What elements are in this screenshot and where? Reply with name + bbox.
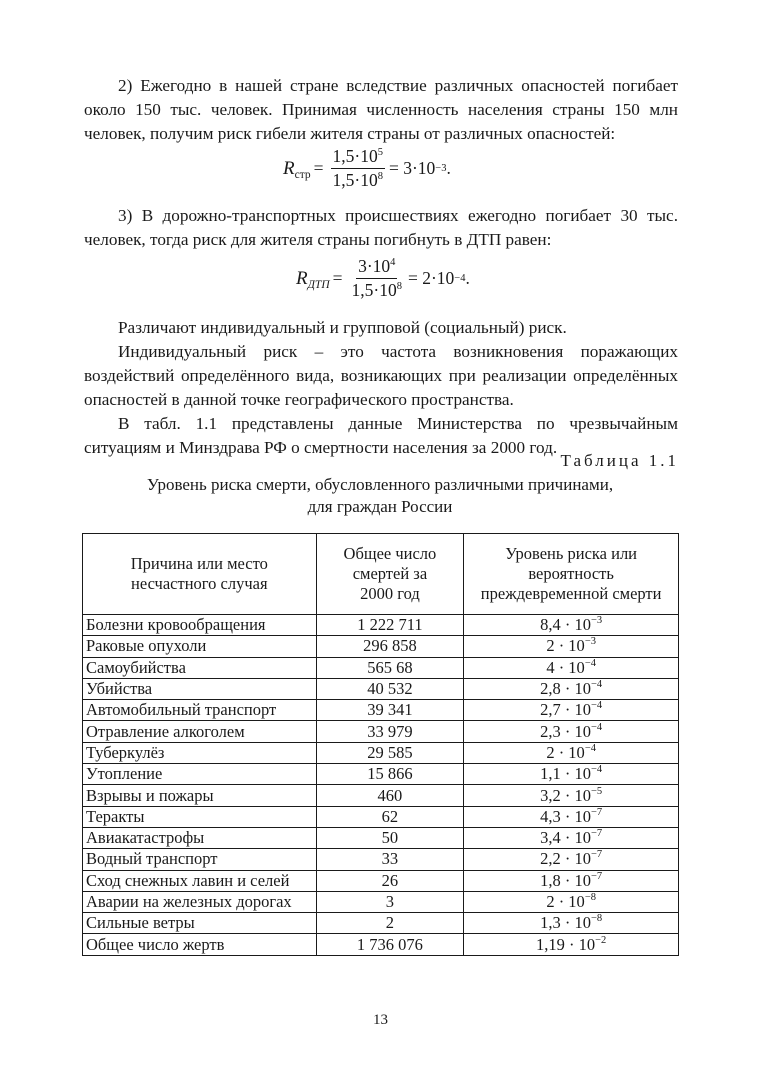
paragraph-5: Индивидуальный риск – это частота возникновения поражающих воздействий определённого вида, возникающих при реализации определённых опасностей в данной точке географического пространства.	[84, 342, 678, 409]
table-row	[83, 764, 679, 785]
table-row	[83, 934, 679, 955]
cell-risk: $2,7 \cdot 10^{-4}$	[464, 700, 679, 721]
cell-risk: $1,8 \cdot 10^{-7}$	[464, 870, 679, 891]
formula-subscript: ДТП	[307, 278, 330, 291]
table-row	[83, 615, 679, 636]
cell-deaths: 50	[316, 827, 464, 848]
cell-risk: $8,4 \cdot 10^{-3}$	[464, 615, 679, 636]
cell-deaths: 33	[316, 849, 464, 870]
table-row	[83, 913, 679, 934]
cell-cause: Раковые опухоли	[83, 636, 317, 657]
cell-cause: Водный транспорт	[83, 849, 317, 870]
table-row	[83, 827, 679, 848]
table-title: Уровень риска смерти, обусловленного различными причинами, для граждан России	[146, 475, 614, 516]
paragraph-3: 3) В дорожно-транспортных происшествиях ежегодно погибает 30 тыс. человек, тогда риск для жителя страны погибнуть в ДТП равен:	[84, 206, 678, 249]
table-row	[83, 849, 679, 870]
cell-deaths: 1 222 711	[316, 615, 464, 636]
formula-country-risk: R стр = $\frac{1,5\cdot 10^5}{1,5\cdot 10^8}$ = 3·10 −3 .	[283, 146, 451, 190]
cell-cause: Туберкулёз	[83, 742, 317, 763]
cell-risk: $2 \cdot 10^{-8}$	[464, 891, 679, 912]
cell-cause: Утопление	[83, 764, 317, 785]
cell-risk: $4,3 \cdot 10^{-7}$	[464, 806, 679, 827]
cell-cause: Болезни кровообращения	[83, 615, 317, 636]
table-row	[83, 678, 679, 699]
cell-deaths: 1 736 076	[316, 934, 464, 955]
cell-cause: Теракты	[83, 806, 317, 827]
cell-deaths: 460	[316, 785, 464, 806]
cell-risk: $2,8 \cdot 10^{-4}$	[464, 678, 679, 699]
table-row	[83, 785, 679, 806]
table-row	[83, 657, 679, 678]
table-row	[83, 742, 679, 763]
cell-deaths: 29 585	[316, 742, 464, 763]
table-row	[83, 870, 679, 891]
table-row	[83, 636, 679, 657]
cell-deaths: 39 341	[316, 700, 464, 721]
cell-risk: $4 \cdot 10^{-4}$	[464, 657, 679, 678]
cell-cause: Аварии на железных дорогах	[83, 891, 317, 912]
cell-risk: $2 \cdot 10^{-3}$	[464, 636, 679, 657]
cell-cause: Общее число жертв	[83, 934, 317, 955]
cell-risk: $2,2 \cdot 10^{-7}$	[464, 849, 679, 870]
table-row	[83, 700, 679, 721]
table-label: Таблица 1.1	[560, 451, 679, 470]
cell-risk: $3,2 \cdot 10^{-5}$	[464, 785, 679, 806]
cell-risk: $1,1 \cdot 10^{-4}$	[464, 764, 679, 785]
formula-road-risk: R ДТП = $\frac{3\cdot 10^4}{1,5\cdot 10^8}$ = 2·10 −4 .	[296, 256, 470, 300]
cell-risk: $3,4 \cdot 10^{-7}$	[464, 827, 679, 848]
cell-deaths: 26	[316, 870, 464, 891]
cell-deaths: 62	[316, 806, 464, 827]
cell-cause: Автомобильный транспорт	[83, 700, 317, 721]
header-cause: Причина или место несчастного случая	[83, 534, 317, 615]
table-row	[83, 806, 679, 827]
fraction: $\frac{1,5\cdot 10^5}{1,5\cdot 10^8}$	[332, 146, 383, 190]
cell-deaths: 565 68	[316, 657, 464, 678]
cell-deaths: 33 979	[316, 721, 464, 742]
risk-table	[82, 533, 679, 956]
table-header-row	[83, 534, 679, 615]
fraction: $\frac{3\cdot 10^4}{1,5\cdot 10^8}$	[351, 256, 402, 300]
cell-risk: $2,3 \cdot 10^{-4}$	[464, 721, 679, 742]
paragraph-4: Различают индивидуальный и групповой (социальный) риск.	[118, 318, 567, 337]
cell-deaths: 296 858	[316, 636, 464, 657]
header-deaths: Общее число смертей за 2000 год	[316, 534, 464, 615]
table-row	[83, 721, 679, 742]
paragraph-2: 2) Ежегодно в нашей стране вследствие различных опасностей погибает около 150 тыс. человек. Принимая численность населения страны 150 млн человек, получим риск гибели жителя страны от различных опасностей:	[84, 76, 678, 143]
cell-cause: Взрывы и пожары	[83, 785, 317, 806]
cell-cause: Сход снежных лавин и селей	[83, 870, 317, 891]
formula-symbol: R	[296, 267, 308, 289]
cell-risk: $1,19 \cdot 10^{-2}$	[464, 934, 679, 955]
cell-risk: $2 \cdot 10^{-4}$	[464, 742, 679, 763]
header-risk: Уровень риска или вероятность преждевременной смерти	[464, 534, 679, 615]
cell-cause: Отравление алкоголем	[83, 721, 317, 742]
cell-deaths: 15 866	[316, 764, 464, 785]
formula-subscript: стр	[294, 168, 311, 181]
formula-symbol: R	[283, 157, 295, 179]
cell-deaths: 40 532	[316, 678, 464, 699]
paragraph-6: В табл. 1.1 представлены данные Министерства по чрезвычайным ситуациям и Минздрава РФ о смертности населения за 2000 год.	[84, 414, 678, 457]
cell-cause: Самоубийства	[83, 657, 317, 678]
cell-risk: $1,3 \cdot 10^{-8}$	[464, 913, 679, 934]
cell-deaths: 3	[316, 891, 464, 912]
cell-cause: Авиакатастрофы	[83, 827, 317, 848]
cell-deaths: 2	[316, 913, 464, 934]
page-number: 13	[373, 1012, 388, 1028]
cell-cause: Сильные ветры	[83, 913, 317, 934]
table-row	[83, 891, 679, 912]
cell-cause: Убийства	[83, 678, 317, 699]
